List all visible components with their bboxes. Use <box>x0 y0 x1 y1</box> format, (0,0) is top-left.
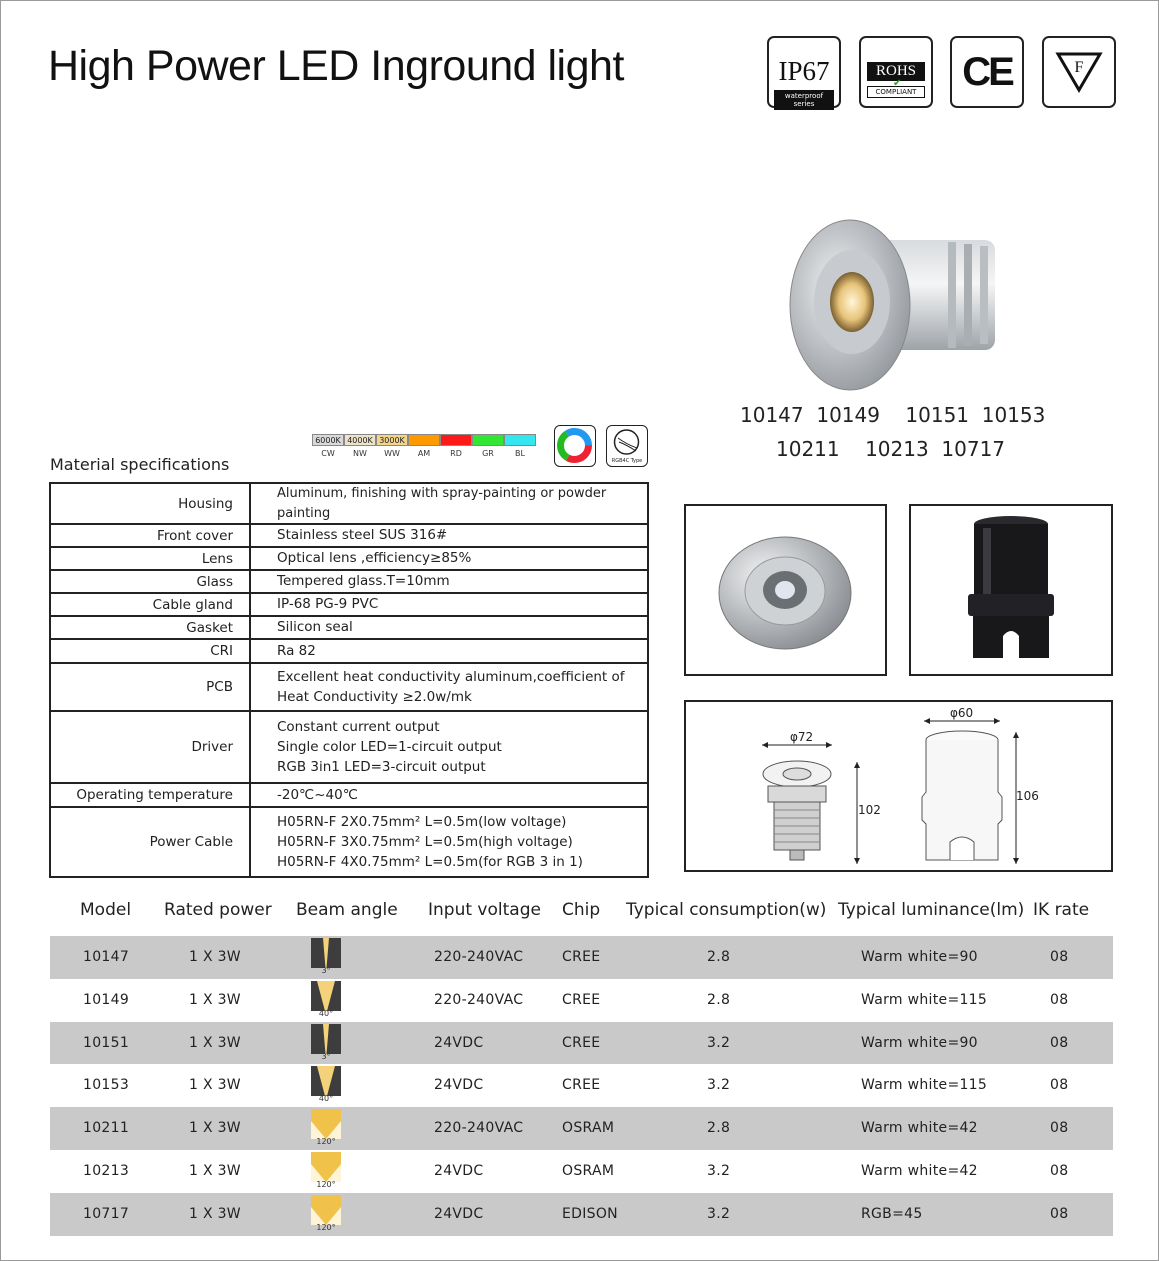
f-mark-icon <box>1044 38 1114 106</box>
rohs-badge <box>859 36 933 108</box>
cell-model: 10151 <box>83 1034 130 1051</box>
spec-value <box>250 711 648 783</box>
cell-consumption: 3.2 <box>707 1163 731 1179</box>
cell-luminance: Warm white=115 <box>861 991 988 1008</box>
table-row <box>50 936 1113 979</box>
cell-consumption: 2.8 <box>707 949 731 965</box>
cell-input-voltage: 220-240VAC <box>434 949 524 965</box>
cell-input-voltage: 220-240VAC <box>434 991 524 1008</box>
ip67-label: IP67 <box>778 56 830 86</box>
material-spec-table <box>49 482 649 878</box>
f-mark-badge <box>1042 36 1116 108</box>
ip67-sublabel: waterproof series <box>774 90 834 110</box>
table-row <box>50 979 1113 1022</box>
color-swatch <box>440 434 472 446</box>
header-typical-consumption: Typical consumption(w) <box>626 900 827 920</box>
header-typical-luminance: Typical luminance(lm) <box>838 900 1025 920</box>
cell-consumption: 2.8 <box>707 1120 731 1137</box>
spec-row <box>50 524 648 547</box>
spec-value-line: Ra 82 <box>277 642 316 659</box>
cell-rated-power: 1 X 3W <box>189 1205 241 1222</box>
cell-rated-power: 1 X 3W <box>189 991 241 1008</box>
beam-angle-label: 40° <box>318 1094 334 1104</box>
spec-value <box>250 547 648 570</box>
spec-row <box>50 547 648 570</box>
cell-input-voltage: 24VDC <box>434 1034 484 1051</box>
cell-ik-rate: 08 <box>1050 1163 1069 1179</box>
beam-angle-icon <box>311 1024 341 1054</box>
cell-rated-power: 1 X 3W <box>189 1120 241 1137</box>
cell-rated-power: 1 X 3W <box>189 949 241 965</box>
rgbc-type-label: RGB4C Type <box>611 458 643 464</box>
header-model: Model <box>80 900 132 920</box>
color-swatch: 4000K <box>344 434 376 446</box>
cell-input-voltage: 220-240VAC <box>434 1120 524 1137</box>
embedded-sleeve-photo <box>911 506 1111 674</box>
table-row <box>50 1107 1113 1150</box>
model-code: 10149 <box>816 403 880 427</box>
spec-row <box>50 483 648 524</box>
spec-value-line: H05RN-F 2X0.75mm² L=0.5m(low voltage) <box>277 813 567 830</box>
cell-chip: CREE <box>562 949 601 965</box>
color-swatch-label: BL <box>515 449 525 458</box>
beam-angle-icon <box>311 981 341 1011</box>
spec-key: Cable gland <box>50 593 250 616</box>
model-code: 10153 <box>981 403 1046 427</box>
cell-model: 10153 <box>83 1077 130 1094</box>
header-chip: Chip <box>562 900 601 920</box>
spec-value <box>250 570 648 593</box>
spec-value-line: Stainless steel SUS 316# <box>277 527 448 544</box>
cell-luminance: Warm white=115 <box>861 1077 988 1094</box>
cell-luminance: Warm white=42 <box>861 1163 978 1179</box>
spec-value-line: IP-68 PG-9 PVC <box>277 596 379 613</box>
spec-key: Glass <box>50 570 250 593</box>
beam-angle-label: 3° <box>321 1051 331 1061</box>
header-rated-power: Rated power <box>164 900 272 920</box>
spec-key: Power Cable <box>50 807 250 877</box>
beam-angle-label: 40° <box>318 1008 334 1018</box>
spec-value-line: Tempered glass.T=10mm <box>277 573 450 590</box>
dimension-drawing-box <box>684 700 1113 872</box>
spec-value-line: H05RN-F 3X0.75mm² L=0.5m(high voltage) <box>277 833 573 850</box>
spec-value-line: Excellent heat conductivity aluminum,coefficient of <box>277 668 625 685</box>
cell-consumption: 3.2 <box>707 1205 731 1222</box>
product-photo <box>780 210 1010 400</box>
cell-ik-rate: 08 <box>1050 1120 1069 1137</box>
rgb-wheel-icon <box>554 425 596 467</box>
dim-height-102: 102 <box>858 803 881 817</box>
spec-value-line: Single color LED=1-circuit output <box>277 738 502 755</box>
cell-luminance: Warm white=42 <box>861 1120 978 1137</box>
beam-angle-icon <box>311 1109 341 1139</box>
spec-key: CRI <box>50 639 250 663</box>
beam-angle-icon <box>311 1195 341 1225</box>
spec-key: Gasket <box>50 616 250 639</box>
spec-key: Housing <box>50 483 250 524</box>
model-code: 10147 <box>740 403 804 427</box>
cell-input-voltage: 24VDC <box>434 1077 484 1094</box>
beam-angle-label: 120° <box>316 1180 336 1189</box>
spec-key: PCB <box>50 663 250 711</box>
color-swatch-labels <box>312 449 536 458</box>
color-swatch-label: GR <box>482 449 494 458</box>
spec-value-line: Heat Conductivity ≥2.0w/mk <box>277 689 472 705</box>
table-row <box>50 1022 1113 1065</box>
spec-row <box>50 807 648 877</box>
model-code: 10213 <box>865 437 929 461</box>
color-swatch <box>504 434 536 446</box>
dimension-drawing <box>686 702 1111 870</box>
cell-ik-rate: 08 <box>1050 1205 1069 1222</box>
cell-model: 10211 <box>83 1120 130 1137</box>
cell-consumption: 3.2 <box>707 1034 731 1051</box>
spec-value <box>250 593 648 616</box>
color-swatch-label: CW <box>321 449 335 458</box>
spec-value <box>250 663 648 711</box>
cell-chip: OSRAM <box>562 1163 615 1179</box>
color-swatch <box>472 434 504 446</box>
cell-luminance: RGB=45 <box>861 1205 923 1222</box>
spec-value <box>250 639 648 663</box>
cell-chip: EDISON <box>562 1205 618 1222</box>
rgbc-type-icon <box>606 425 648 467</box>
spec-value-line: Optical lens ,efficiency≥85% <box>277 550 472 567</box>
model-codes-row2 <box>776 437 1005 461</box>
cell-input-voltage: 24VDC <box>434 1205 484 1222</box>
front-view-photo-box <box>684 504 887 676</box>
beam-angle-icon <box>311 938 341 968</box>
table-row <box>50 1064 1113 1107</box>
spec-value-line: Constant current output <box>277 718 440 735</box>
cell-ik-rate: 08 <box>1050 949 1069 965</box>
cell-ik-rate: 08 <box>1050 1077 1069 1094</box>
spec-row <box>50 639 648 663</box>
beam-angle-label: 120° <box>316 1222 336 1232</box>
dim-height-106: 106 <box>1016 789 1039 803</box>
cell-consumption: 2.8 <box>707 991 731 1008</box>
beam-angle-label: 3° <box>321 966 331 975</box>
cell-consumption: 3.2 <box>707 1077 731 1094</box>
model-codes-row1 <box>740 403 1045 427</box>
color-swatch-label: AM <box>417 449 431 458</box>
cell-rated-power: 1 X 3W <box>189 1034 241 1051</box>
spec-value <box>250 783 648 807</box>
color-swatch: 6000K <box>312 434 344 446</box>
cell-chip: CREE <box>562 1034 601 1051</box>
color-swatch <box>408 434 440 446</box>
cell-model: 10717 <box>83 1205 130 1222</box>
cell-model: 10147 <box>83 949 130 965</box>
cell-luminance: Warm white=90 <box>861 949 978 965</box>
model-code: 10717 <box>941 437 1006 461</box>
spec-row <box>50 593 648 616</box>
sleeve-photo-box <box>909 504 1113 676</box>
f-mark-label: F <box>1074 59 1084 76</box>
ce-badge <box>950 36 1024 108</box>
spec-value-line: -20℃~40℃ <box>277 786 358 803</box>
header-input-voltage: Input voltage <box>428 900 541 920</box>
header-beam-angle: Beam angle <box>296 900 398 920</box>
spec-key: Front cover <box>50 524 250 547</box>
cell-rated-power: 1 X 3W <box>189 1163 241 1179</box>
spec-row <box>50 570 648 593</box>
page-title: High Power LED Inground light <box>48 42 624 90</box>
spec-key: Lens <box>50 547 250 570</box>
cell-rated-power: 1 X 3W <box>189 1077 241 1094</box>
spec-value-line: Silicon seal <box>277 619 353 636</box>
spec-value-line: RGB 3in1 LED=3-circuit output <box>277 759 486 776</box>
beam-angle-icon <box>311 1066 341 1096</box>
material-spec-title: Material specifications <box>50 455 230 474</box>
beam-angle-label: 120° <box>316 1137 336 1147</box>
cell-chip: OSRAM <box>562 1120 615 1137</box>
spec-key: Driver <box>50 711 250 783</box>
color-swatch-label: WW <box>384 449 400 458</box>
spec-value <box>250 807 648 877</box>
cell-luminance: Warm white=90 <box>861 1034 978 1051</box>
header-ik-rate: IK rate <box>1033 900 1090 920</box>
ip67-badge <box>767 36 841 108</box>
spec-row <box>50 663 648 711</box>
cell-model: 10149 <box>83 991 130 1008</box>
spec-key: Operating temperature <box>50 783 250 807</box>
ce-label: CE <box>962 50 1012 94</box>
spec-value-line: Aluminum, finishing with spray-painting or powder painting <box>277 486 607 521</box>
front-view-photo <box>686 506 885 674</box>
cell-chip: CREE <box>562 991 601 1008</box>
spec-row <box>50 711 648 783</box>
cell-model: 10213 <box>83 1163 130 1179</box>
cell-input-voltage: 24VDC <box>434 1163 484 1179</box>
spec-row <box>50 783 648 807</box>
spec-value-line: H05RN-F 4X0.75mm² L=0.5m(for RGB 3 in 1) <box>277 854 583 871</box>
color-swatch-label: NW <box>353 449 367 458</box>
spec-value <box>250 616 648 639</box>
rohs-label: ROHS <box>867 62 925 81</box>
cell-chip: CREE <box>562 1077 601 1094</box>
spec-value <box>250 483 648 524</box>
beam-angle-icon <box>311 1152 341 1182</box>
spec-value <box>250 524 648 547</box>
table-row <box>50 1193 1113 1236</box>
color-swatch-row <box>312 434 536 446</box>
color-swatch-label: RD <box>450 449 462 458</box>
dim-diameter-60: φ60 <box>950 706 974 720</box>
check-icon: ✔ <box>893 78 902 89</box>
color-swatch: 3000K <box>376 434 408 446</box>
table-row <box>50 1150 1113 1193</box>
spec-row <box>50 616 648 639</box>
model-code: 10151 <box>905 403 970 427</box>
cell-ik-rate: 08 <box>1050 1034 1069 1051</box>
rohs-sublabel: COMPLIANT <box>867 86 925 98</box>
model-code: 10211 <box>776 437 840 461</box>
cell-ik-rate: 08 <box>1050 991 1069 1008</box>
dim-diameter-72: φ72 <box>790 730 814 744</box>
